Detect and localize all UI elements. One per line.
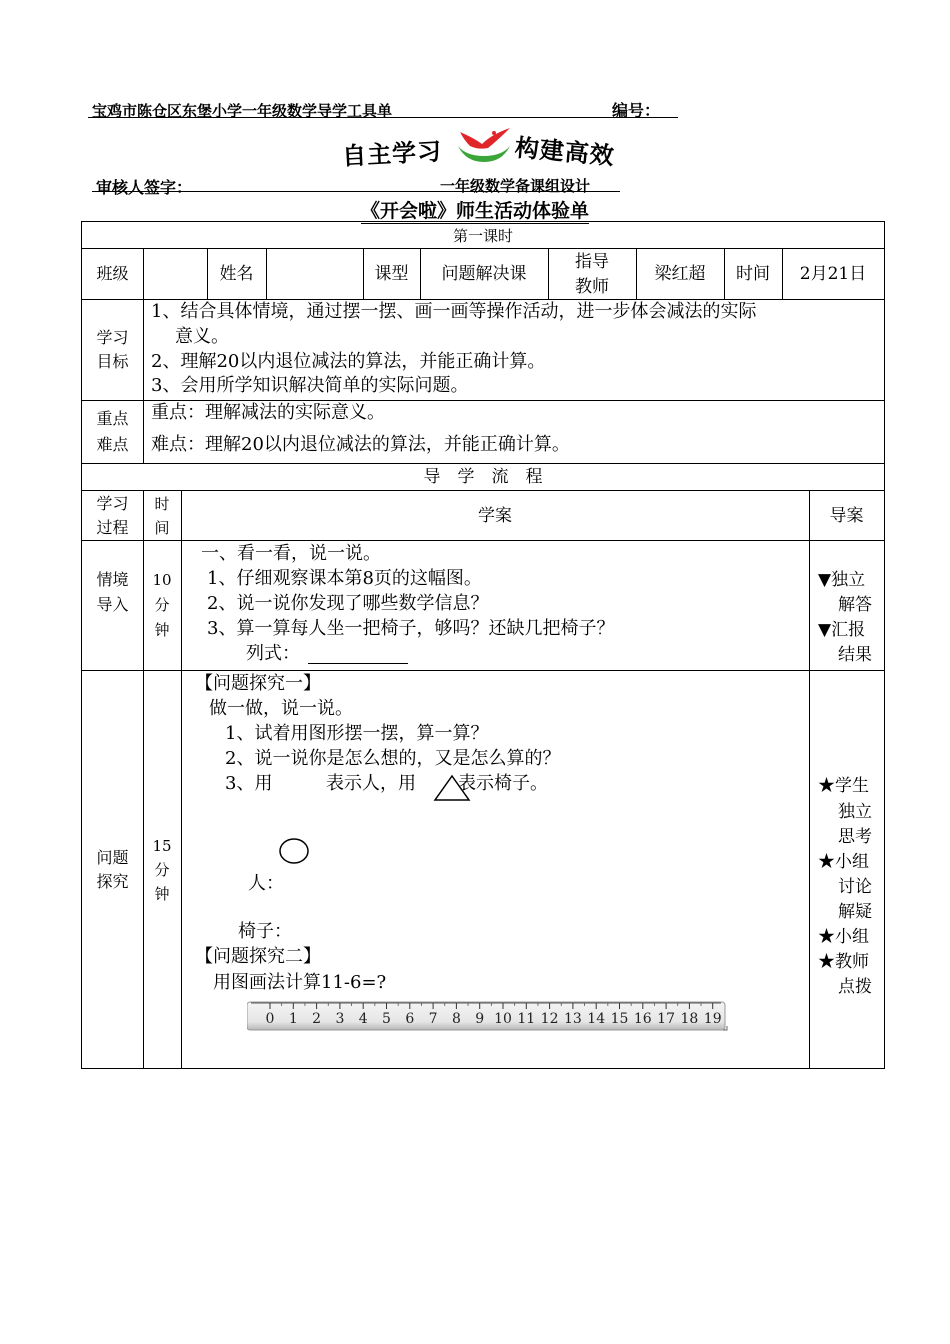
row-divider xyxy=(82,490,884,491)
class-label: 班级 xyxy=(96,264,129,283)
chairs-label: 椅子： xyxy=(238,921,292,942)
ruler-label: 12 xyxy=(540,1011,559,1027)
section1-time-3: 钟 xyxy=(154,621,170,639)
keys-label-2: 难点 xyxy=(96,435,129,454)
ruler-label: 1 xyxy=(288,1011,298,1027)
section2-guide-9: 点拨 xyxy=(838,977,872,997)
ruler-label: 6 xyxy=(405,1011,415,1027)
explore1-q3-mid: 表示人，用 xyxy=(326,773,416,794)
goals-label-1: 学习 xyxy=(96,328,129,347)
school-header: 宝鸡市陈仓区东堡小学一年级数学导学工具单 xyxy=(92,102,393,120)
circle-icon xyxy=(278,837,310,865)
ruler-label: 11 xyxy=(517,1011,536,1027)
number-label: 编号： xyxy=(612,101,661,120)
section1-guide-3: ▼汇报 xyxy=(818,620,866,640)
worksheet-title xyxy=(0,196,950,223)
explore2-sub: 用图画法计算11-6=? xyxy=(213,972,387,993)
ruler-label: 9 xyxy=(475,1011,485,1027)
section1-label-2: 导入 xyxy=(96,595,129,614)
section1-time-2: 分 xyxy=(154,596,170,614)
section1-q2: 2、说一说你发现了哪些数学信息？ xyxy=(207,593,489,614)
reviewer-label: 审核人签字： xyxy=(96,178,193,197)
header-underline xyxy=(88,117,678,118)
triangle-icon xyxy=(433,774,471,802)
lesson-date: 2月21日 xyxy=(799,264,867,284)
section1-guide-1: ▼独立 xyxy=(818,570,866,590)
col-divider xyxy=(181,490,182,1068)
formula-blank[interactable] xyxy=(308,663,408,664)
ruler-label: 17 xyxy=(657,1011,676,1027)
ruler-label: 13 xyxy=(563,1011,582,1027)
process-label-1: 学习 xyxy=(96,494,129,513)
lesson-table xyxy=(81,221,885,1069)
ruler-label: 8 xyxy=(451,1011,461,1027)
goal-1: 1、结合具体情境，通过摆一摆、画一画等操作活动，进一步体会减法的实际 xyxy=(151,301,757,322)
explore1-sub: 做一做，说一说。 xyxy=(209,698,353,719)
goal-2: 2、理解20以内退位减法的算法，并能正确计算。 xyxy=(151,351,546,372)
section1-time-1: 10 xyxy=(152,571,172,589)
name-label: 姓名 xyxy=(219,264,254,284)
section2-guide-7: ★小组 xyxy=(818,927,869,947)
section2-time-1: 15 xyxy=(152,837,172,855)
explore1-q2: 2、说一说你是怎么想的，又是怎么算的？ xyxy=(225,748,561,769)
section1-guide-2: 解答 xyxy=(838,595,872,615)
section2-guide-6: 解疑 xyxy=(838,902,872,922)
section2-guide-2: 独立 xyxy=(838,802,872,822)
section1-guide-4: 结果 xyxy=(838,645,872,665)
ruler-label: 3 xyxy=(335,1011,345,1027)
time-header-1: 时 xyxy=(154,495,170,513)
dove-hands-logo xyxy=(452,124,516,164)
section1-q3: 3、算一算每人坐一把椅子，够吗？还缺几把椅子？ xyxy=(207,618,615,639)
section2-guide-1: ★学生 xyxy=(818,776,869,796)
ruler-label: 4 xyxy=(358,1011,368,1027)
ruler-label: 15 xyxy=(610,1011,629,1027)
col-divider xyxy=(143,299,144,463)
ruler-label: 0 xyxy=(265,1011,275,1027)
ruler-label: 5 xyxy=(382,1011,391,1027)
key-point: 重点：理解减法的实际意义。 xyxy=(151,402,385,423)
slogan-right: 构建高效 xyxy=(513,133,616,171)
goals-label-2: 目标 xyxy=(96,352,129,371)
col-divider xyxy=(143,248,144,299)
section2-time-2: 分 xyxy=(154,861,170,879)
number-ruler xyxy=(247,998,731,1034)
ruler-label: 14 xyxy=(587,1011,606,1027)
reviewer-underline xyxy=(92,191,620,192)
explore1-q3-start: 3、用 xyxy=(225,773,273,794)
keys-label-1: 重点 xyxy=(96,409,129,428)
goal-1-cont: 意义。 xyxy=(175,326,229,347)
process-label-2: 过程 xyxy=(96,518,129,537)
people-label: 人： xyxy=(248,873,284,894)
slogan-left: 自主学习 xyxy=(341,137,443,171)
flow-title: 导 学 流 程 xyxy=(423,467,543,487)
row-divider xyxy=(82,463,884,464)
section2-guide-3: 思考 xyxy=(838,827,872,847)
section1-title: 一、看一看，说一说。 xyxy=(201,543,381,564)
ruler-label: 18 xyxy=(680,1011,699,1027)
col-divider xyxy=(266,248,267,299)
ruler-label: 7 xyxy=(428,1011,438,1027)
section2-label-1: 问题 xyxy=(96,848,129,867)
group-design: 一年级数学备课组设计 xyxy=(440,177,591,195)
col-divider xyxy=(809,490,810,1068)
ruler-label: 16 xyxy=(633,1011,652,1027)
row-divider xyxy=(82,248,884,249)
explore2-title: 【问题探究二】 xyxy=(195,946,321,967)
section1-label-1: 情境 xyxy=(96,570,129,589)
section2-label-2: 探究 xyxy=(96,872,129,891)
lesson-label: 第一课时 xyxy=(452,227,513,245)
plan-header: 学案 xyxy=(478,506,512,526)
section2-guide-8: ★教师 xyxy=(818,952,869,972)
difficulty-point: 难点：理解20以内退位减法的算法，并能正确计算。 xyxy=(151,434,570,455)
type-value: 问题解决课 xyxy=(441,264,527,284)
guide-header: 导案 xyxy=(829,506,864,526)
ruler-label: 10 xyxy=(494,1011,512,1027)
type-label: 课型 xyxy=(374,264,409,284)
ruler-label: 19 xyxy=(703,1011,722,1027)
goal-3: 3、会用所学知识解决简单的实际问题。 xyxy=(151,375,469,396)
explore1-title: 【问题探究一】 xyxy=(195,673,321,694)
section1-q1: 1、仔细观察课本第8页的这幅图。 xyxy=(207,568,482,589)
explore1-q1: 1、试着用图形摆一摆，算一算？ xyxy=(225,723,489,744)
ruler-label: 2 xyxy=(312,1011,322,1027)
section2-guide-5: 讨论 xyxy=(838,877,872,897)
section2-guide-4: ★小组 xyxy=(818,852,869,872)
row-divider xyxy=(82,540,884,541)
teacher-name: 梁红超 xyxy=(654,264,706,284)
row-divider xyxy=(82,670,884,671)
formula-label: 列式： xyxy=(246,643,300,664)
guide-label-2: 教师 xyxy=(575,277,609,297)
time-header-2: 间 xyxy=(154,519,170,537)
guide-label-1: 指导 xyxy=(575,252,609,272)
explore1-q3-end: 表示椅子。 xyxy=(458,773,548,794)
worksheet-title-text: 《开会啦》师生活动体验单 xyxy=(360,200,589,222)
time-label: 时间 xyxy=(736,264,770,284)
section2-time-3: 钟 xyxy=(154,885,170,903)
